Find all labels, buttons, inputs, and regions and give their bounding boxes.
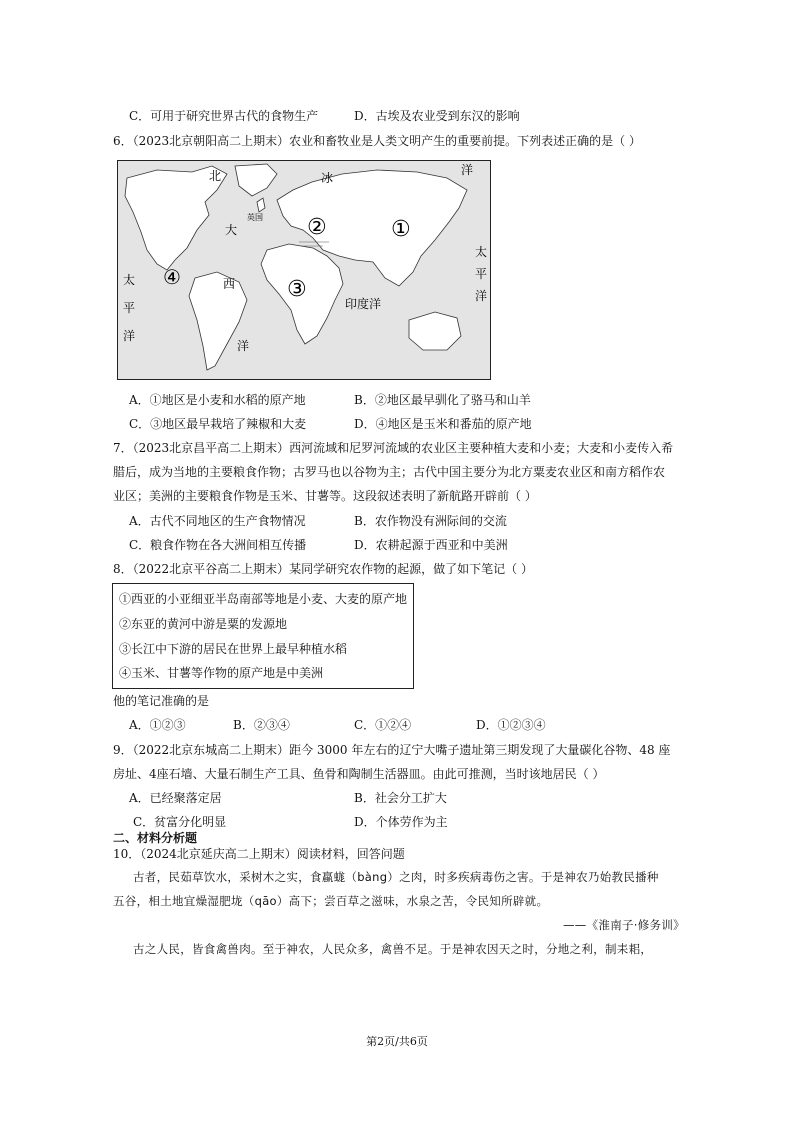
q7-option-c: C．粮食作物在各大洲间相互传播 <box>129 538 307 552</box>
map-label-pacific-tai-right: 太 <box>475 245 488 259</box>
q10-material-1-line-2: 五谷，相土地宜燥湿肥垅（qāo）高下；尝百草之滋味，水泉之苦，令民知所辟就。 <box>113 894 549 908</box>
section-heading-material-analysis: 二、材料分析题 <box>113 831 198 845</box>
q9-option-c: C．贫富分化明显 <box>133 815 227 829</box>
q9-option-d: D．个体劳作为主 <box>354 815 448 829</box>
q8-option-c: C．①②④ <box>354 718 412 732</box>
q7-line-2: 腊后，成为当地的主要粮食作物；古罗马也以谷物为主；古代中国主要分为北方粟麦农业区和南方稻作农 <box>113 465 666 479</box>
map-label-ocean-1: 洋 <box>461 163 474 177</box>
map-label-uk: 英国 <box>247 213 263 222</box>
q10-material-2-line-1: 古之人民，皆食禽兽肉。至于神农，人民众多，禽兽不足。于是神农因天之时，分地之利，制耒耜， <box>133 942 653 956</box>
q6-option-b: B．②地区最早驯化了骆马和山羊 <box>354 393 531 407</box>
q8-question: 他的笔记准确的是 <box>113 694 210 708</box>
map-label-pacific-yang-left: 洋 <box>123 329 136 343</box>
map-label-ice: 冰 <box>321 171 334 185</box>
q5-option-c: C．可用于研究世界古代的食物生产 <box>129 109 319 123</box>
q7-line-1: 7．（2023北京昌平高二上期末）西河流域和尼罗河流域的农业区主要种植大麦和小麦；大麦和小麦传入希 <box>113 441 674 455</box>
q9-line-1: 9．（2022北京东城高二上期末）距今 3000 年左右的辽宁大嘴子遗址第三期发现了大量碳化谷物、48 座 <box>113 743 671 757</box>
q10-material-1-source: ——《淮南子·修务训》 <box>563 918 685 932</box>
q8-option-a: A．①②③ <box>129 718 186 732</box>
map-label-pacific-tai-left: 太 <box>123 273 136 287</box>
map-label-pacific-ping-right: 平 <box>475 267 488 281</box>
q7-option-d: D．农耕起源于西亚和中美洲 <box>354 538 508 552</box>
q7-line-3: 业区；美洲的主要粮食作物是玉米、甘薯等。这段叙述表明了新航路开辟前（ ） <box>113 489 537 503</box>
australia-landmass <box>409 312 461 350</box>
q8-note-1: ①西亚的小亚细亚半岛南部等地是小麦、大麦的原产地 <box>119 592 408 606</box>
q8-stem: 8．（2022北京平谷高二上期末）某同学研究农作物的起源，做了如下笔记（ ） <box>113 562 533 576</box>
q10-material-1-line-1: 古者，民茹草饮水，采树木之实，食蠃蛖（bàng）之肉，时多疾病毒伤之害。于是神农乃始教民播种 <box>133 870 659 884</box>
map-marker-4: ④ <box>163 265 181 289</box>
q7-option-a: A．古代不同地区的生产食物情况 <box>129 514 306 528</box>
world-map <box>117 160 491 380</box>
map-marker-2: ② <box>307 215 327 240</box>
map-label-north: 北 <box>209 169 222 183</box>
q10-stem: 10．（2024北京延庆高二上期末）阅读材料，回答问题 <box>113 847 405 861</box>
q6-stem: 6．（2023北京朝阳高二上期末）农业和畜牧业是人类文明产生的重要前提。下列表述正确的是（ ） <box>113 134 641 148</box>
map-label-atlantic-da: 大 <box>225 223 238 237</box>
q8-note-2: ②东亚的黄河中游是粟的发源地 <box>119 617 288 631</box>
q7-option-b: B．农作物没有洲际间的交流 <box>354 514 507 528</box>
q9-line-2: 房址、4座石墙、大量石制生产工具、鱼骨和陶制生活器皿。由此可推测，当时该地居民（ ） <box>113 767 605 781</box>
q6-option-a: A．①地区是小麦和水稻的原产地 <box>129 393 306 407</box>
map-label-atlantic-yang: 洋 <box>237 339 250 353</box>
q9-option-a: A．已经聚落定居 <box>129 791 222 805</box>
map-label-pacific-ping-left: 平 <box>123 301 136 315</box>
map-label-indian-ocean: 印度洋 <box>345 297 382 311</box>
q6-option-c: C．③地区最早栽培了辣椒和大麦 <box>129 417 307 431</box>
q8-note-4: ④玉米、甘薯等作物的原产地是中美洲 <box>119 666 324 680</box>
map-label-pacific-yang-right: 洋 <box>475 289 488 303</box>
map-marker-1: ① <box>391 217 411 242</box>
q9-option-b: B．社会分工扩大 <box>354 791 447 805</box>
map-label-atlantic-xi: 西 <box>223 277 236 291</box>
q6-option-d: D．④地区是玉米和番茄的原产地 <box>354 417 532 431</box>
map-marker-3: ③ <box>287 277 307 302</box>
q8-option-b: B．②③④ <box>233 718 290 732</box>
q8-option-d: D．①②③④ <box>476 718 546 732</box>
page-footer: 第2页/共6页 <box>366 1035 428 1048</box>
q8-note-3: ③长江中下游的居民在世界上最早种植水稻 <box>119 642 348 656</box>
q8-notes-box <box>112 583 414 689</box>
q5-option-d: D．古埃及农业受到东汉的影响 <box>354 109 520 123</box>
